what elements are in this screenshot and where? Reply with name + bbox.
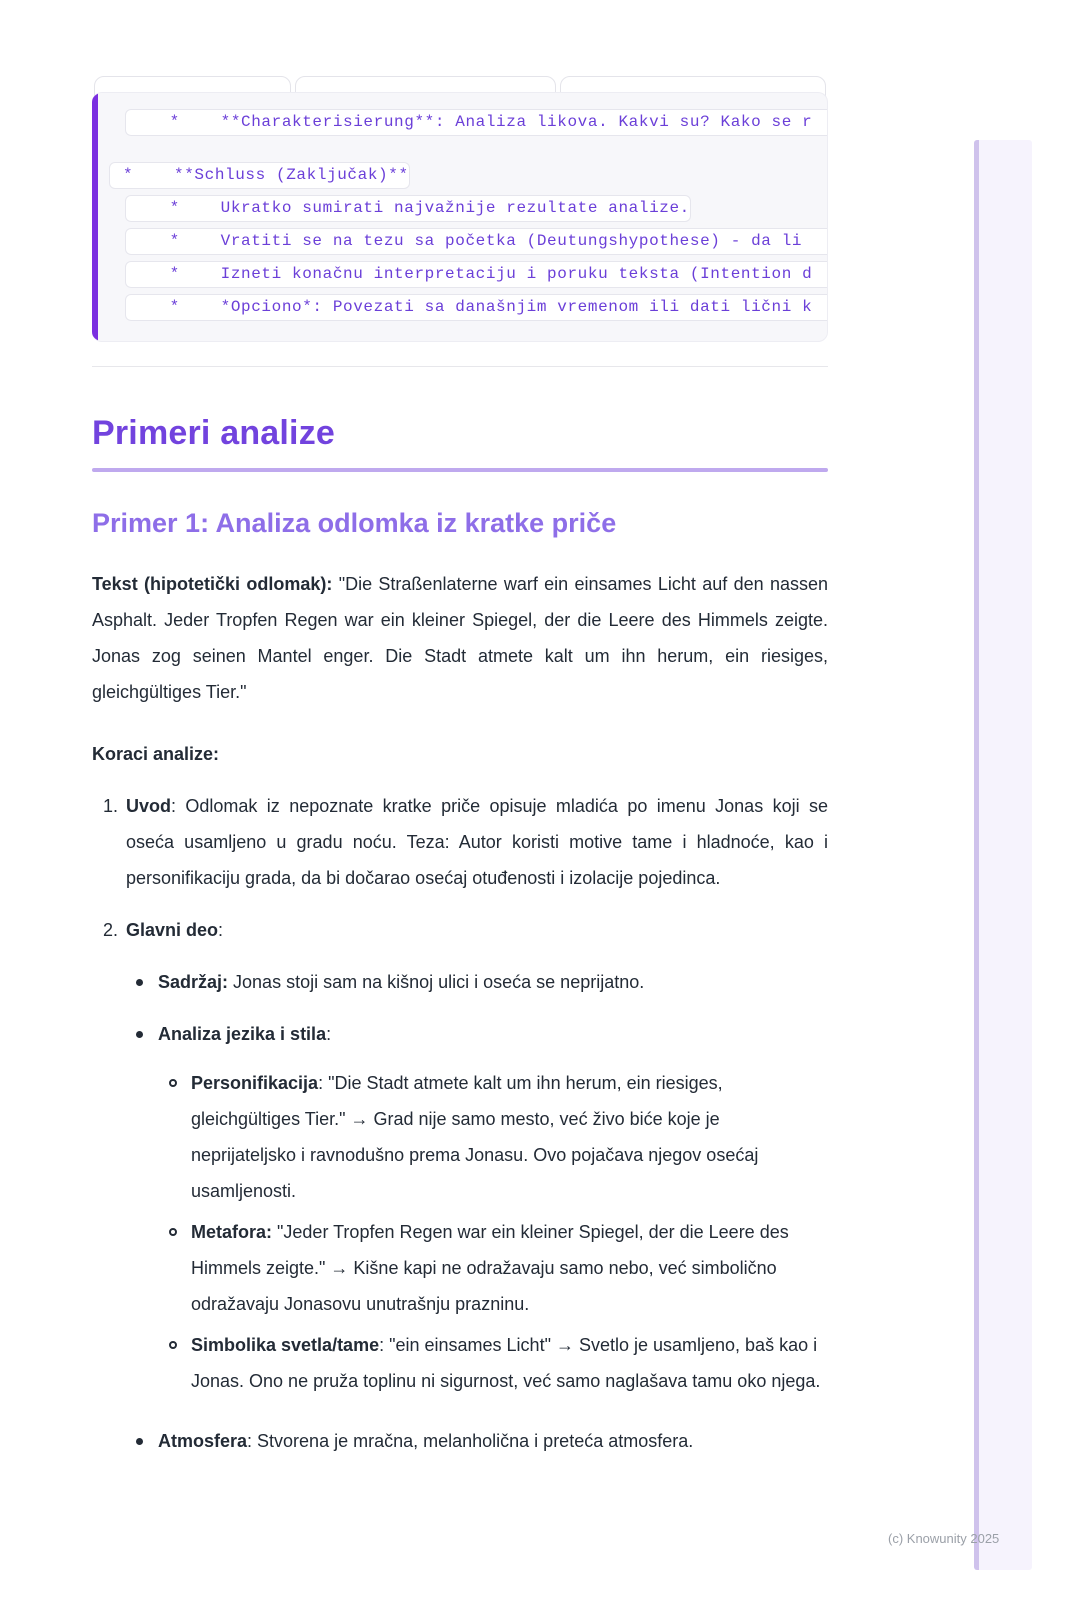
- list-item-lead: Uvod: [126, 796, 171, 816]
- tekst-paragraph-lead: Tekst (hipotetički odlomak):: [92, 574, 333, 594]
- code-line: * **Charakterisierung**: Analiza likova. Kakvi su? Kako se r: [125, 109, 828, 136]
- bullet-list-item: [134, 1016, 828, 1052]
- list-item-text: [126, 788, 828, 896]
- circle-bullet-icon: [167, 1214, 191, 1322]
- document-page: [0, 92, 1080, 1620]
- ordered-list-item: [92, 788, 828, 896]
- disc-bullet-icon: [134, 1016, 158, 1052]
- bullet-item-text: [158, 1016, 828, 1052]
- analysis-bullet-list: [92, 964, 828, 1459]
- content-column: [92, 92, 828, 1459]
- section-divider: [92, 366, 828, 367]
- steps-ordered-list: [92, 788, 828, 948]
- tekst-paragraph: [92, 566, 828, 710]
- markdown-code-block: [92, 92, 828, 342]
- code-line: * Vratiti se na tezu sa početka (Deutungshypothese) - da li: [125, 228, 828, 255]
- code-block-rows: [109, 109, 827, 321]
- code-block-accent-bar: [92, 93, 98, 341]
- disc-bullet-icon: [134, 964, 158, 1000]
- code-line: * *Opciono*: Povezati sa današnjim vremenom ili dati lični k: [125, 294, 828, 321]
- code-blank-line: [109, 142, 827, 162]
- bullet-item-lead: Sadržaj:: [158, 972, 229, 992]
- circle-bullet-icon: [167, 1327, 191, 1399]
- bullet-item-lead: Atmosfera: [158, 1431, 248, 1451]
- tekst-paragraph-body: "Die Straßenlaterne warf ein einsames Licht auf den nassen Asphalt. Jeder Tropfen Regen war ein kleiner Spiegel, der die Leere des Himmels zeigte. Jonas zog seinen Mantel enger. Die Stadt atmete kalt um ihn herum, ein riesiges, gleichgültiges Tier.": [92, 574, 828, 702]
- bullet-list-item: [167, 1214, 828, 1322]
- code-line: * Izneti konačnu interpretaciju i poruku teksta (Intention d: [125, 261, 828, 288]
- bullet-list-item: [167, 1065, 828, 1209]
- bullet-item-rest: : Stvorena je mračna, melanholična i preteća atmosfera.: [247, 1431, 694, 1451]
- title-underline: [92, 468, 828, 472]
- list-item-lead: Glavni deo: [126, 920, 219, 940]
- bullet-item-text: [191, 1065, 828, 1209]
- list-item-text: [126, 912, 828, 948]
- code-line: * Ukratko sumirati najvažnije rezultate analize.: [125, 195, 691, 222]
- bullet-item-rest: Jonas stoji sam na kišnoj ulici i oseća se neprijatno.: [228, 972, 645, 992]
- circle-bullet-icon: [167, 1065, 191, 1209]
- bullet-item-rest: :: [326, 1024, 332, 1044]
- list-item-rest: : Odlomak iz nepoznate kratke priče opisuje mladića po imenu Jonas koji se oseća usamljeno u gradu noću. Teza: Autor koristi motive tame i hladnoće, kao i personifikaciju grada, da bi dočarao osećaj otuđenosti i izolacije pojedinca.: [126, 796, 828, 888]
- bullet-item-lead: Simbolika svetla/tame: [191, 1335, 380, 1355]
- list-item-rest: :: [218, 920, 224, 940]
- page-title: Primeri analize: [92, 414, 336, 452]
- code-line: * **Schluss (Zaključak)**: [109, 162, 410, 189]
- bullet-item-rest: : "Die Stadt atmete kalt um ihn herum, ein riesiges, gleichgültiges Tier." → Grad nije samo mesto, već živo biće koje je neprijateljsko i ravnodušno prema Jonasu. Ovo pojačava njegov osećaj usamljenosti.: [191, 1073, 759, 1201]
- bullet-item-text: [158, 1423, 828, 1459]
- section-heading: Primer 1: Analiza odlomka iz kratke priče: [92, 508, 617, 538]
- ordered-list-item: [92, 912, 828, 948]
- bullet-item-rest: "Jeder Tropfen Regen war ein kleiner Spiegel, der die Leere des Himmels zeigte." → Kišne kapi ne odražavaju samo nebo, već simbolično odražavaju Jonasovu unutrašnju prazninu.: [191, 1222, 789, 1314]
- list-number: 1.: [103, 796, 119, 816]
- bullet-item-text: [191, 1214, 828, 1322]
- disc-bullet-icon: [134, 1423, 158, 1459]
- bullet-list-item: [167, 1327, 828, 1399]
- bullet-item-lead: Metafora:: [191, 1222, 273, 1242]
- bullet-item-text: [191, 1327, 828, 1399]
- bullet-item-rest: : "ein einsames Licht" → Svetlo je usamljeno, baš kao i Jonas. Ono ne pruža toplinu ni sigurnost, već samo naglašava tamu oko njega.: [191, 1335, 821, 1391]
- list-number: 2.: [103, 920, 119, 940]
- bullet-item-text: [158, 964, 828, 1000]
- bullet-list-item: [134, 1423, 828, 1459]
- bullet-list-item: [134, 964, 828, 1000]
- right-margin-strip: [974, 140, 1032, 1570]
- watermark-text: (c) Knowunity 2025: [888, 1531, 1000, 1546]
- bullet-item-lead: Analiza jezika i stila: [158, 1024, 327, 1044]
- bullet-item-lead: Personifikacija: [191, 1073, 319, 1093]
- koraci-label: Koraci analize:: [92, 744, 220, 764]
